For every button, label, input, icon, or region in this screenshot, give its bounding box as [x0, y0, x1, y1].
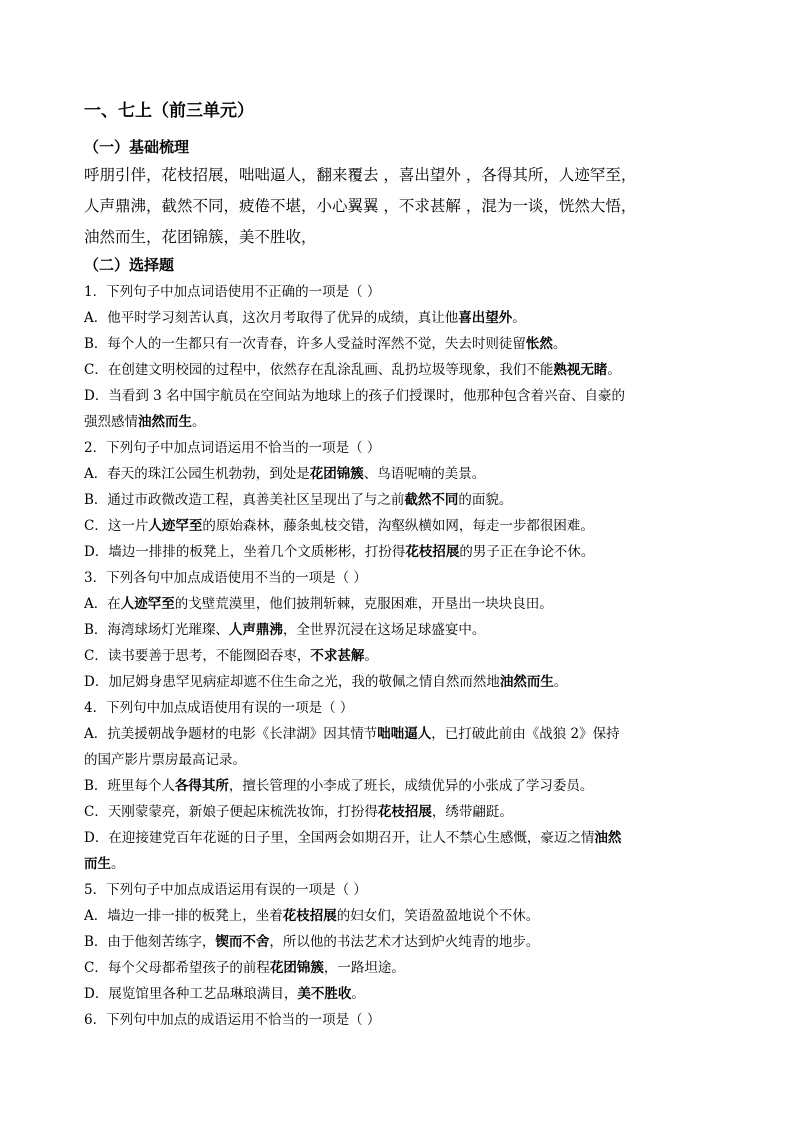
dotted-idiom: 人声鼎沸: [228, 622, 283, 638]
option-text: A．他平时学习刻苦认真，这次月考取得了优异的成绩，真让他: [84, 310, 459, 326]
option-text: 的原始森林，藤条虬枝交错，沟壑纵横如网，每走一步都很困难。: [202, 518, 594, 534]
option-text: 的国产影片票房最高记录。: [84, 752, 246, 768]
option-text: C．天刚蒙蒙亮，新娘子便起床梳洗妆饰，打扮得: [84, 804, 378, 820]
option-text: 。: [351, 986, 365, 1002]
vocab-line: 人声鼎沸，截然不同，疲倦不堪，小心翼翼 ，不求甚解 ，混为一谈，恍然大悟，: [84, 197, 637, 215]
dotted-idiom: 咄咄逼人: [377, 726, 432, 742]
option-text: 。: [512, 310, 526, 326]
question-stem: 1．下列句子中加点词语使用不正确的一项是（ ）: [84, 284, 381, 300]
dotted-idiom: 油然: [594, 830, 622, 846]
option-line: [84, 982, 712, 1002]
option-text: 、鸟语呢喃的美景。: [363, 466, 486, 482]
option-text: C．这一片: [84, 518, 149, 534]
option-text: B．海湾球场灯光璀璨、: [84, 622, 229, 638]
option-line: [84, 644, 712, 664]
option-text: ，所以他的书法艺术才达到炉火纯青的地步。: [269, 934, 540, 950]
option-text: B．班里每个人: [84, 778, 175, 794]
option-text: 的戈壁荒漠里，他们披荆斩棘，克服困难，开垦出一块块良田。: [174, 596, 553, 612]
option-text: A．春天的珠江公园生机勃勃，到处是: [84, 466, 310, 482]
dotted-idiom: 人迹罕至: [148, 518, 203, 534]
dotted-idiom: 美不胜收: [297, 986, 352, 1002]
dotted-idiom: 怅然: [525, 336, 553, 352]
option-line: [84, 410, 712, 430]
option-line: [84, 358, 712, 378]
option-text: D．墙边一排排的板凳上，坐着几个文质彬彬，打扮得: [84, 544, 406, 560]
option-text: ，已打破此前由《战狼 2》保持: [431, 726, 620, 742]
question-stem: 4．下列句中加点成语使用有误的一项是（ ）: [84, 700, 354, 716]
dotted-idiom: 人迹罕至: [120, 596, 175, 612]
question-stem: 2．下列句子中加点词语运用不恰当的一项是（ ）: [84, 440, 381, 456]
vocab-line: 油然而生，花团锦簇，美不胜收，: [84, 228, 317, 246]
option-text: ，擅长管理的小李成了班长，成绩优异的小张成了学习委员。: [228, 778, 594, 794]
dotted-idiom: 油然而生: [138, 414, 192, 430]
option-text: D．在迎接建党百年花诞的日子里，全国两会如期召开，让人不禁心生感慨，豪迈之情: [84, 830, 595, 846]
dotted-idiom: 而生: [84, 856, 111, 872]
option-text: ，一路坦途。: [323, 960, 405, 976]
dotted-idiom: 熟视无睹: [553, 362, 608, 378]
vocab-line: 呼朋引伴，花枝招展，咄咄逼人，翻来覆去 ，喜出望外 ，各得其所，人迹罕至，: [84, 166, 637, 184]
option-text: 的妇女们，笑语盈盈地说个不休。: [336, 908, 540, 924]
dotted-idiom: 各得其所: [174, 778, 229, 794]
option-text: D．加尼姆身患罕见病症却遮不住生命之光，我的敬佩之情自然而然地: [84, 674, 500, 690]
option-line: [84, 904, 712, 924]
option-text: 。: [364, 648, 378, 664]
option-text: 。: [192, 414, 206, 430]
option-line: [84, 306, 712, 326]
option-line: [84, 722, 712, 742]
option-line: [84, 488, 712, 508]
option-text: A．墙边一排一排的板凳上，坐着: [84, 908, 283, 924]
dotted-idiom: 锲而不舍: [215, 934, 270, 950]
option-line: [84, 852, 712, 872]
option-text: D．当看到 3 名中国宇航员在空间站为地球上的孩子们授课时，他那种包含着兴奋、自豪的: [84, 388, 625, 404]
option-text: 。: [552, 336, 567, 352]
option-text: D．展览馆里各种工艺品琳琅满目，: [84, 986, 298, 1002]
option-text: C．在创建文明校园的过程中，依然存在乱涂乱画、乱扔垃圾等现象，我们不能: [84, 362, 554, 378]
option-text: 强烈感情: [84, 414, 138, 430]
option-line: [84, 384, 712, 404]
option-text: 的男子正在争论不休。: [459, 544, 595, 560]
dotted-idiom: 花团锦簇: [309, 466, 364, 482]
question-stem: 6．下列句中加点的成语运用不恰当的一项是（ ）: [84, 1012, 381, 1028]
option-line: [84, 826, 712, 846]
option-text: 的面貌。: [458, 492, 513, 508]
option-line: [84, 930, 712, 950]
dotted-idiom: 喜出望外: [458, 310, 513, 326]
dotted-idiom: 油然而生: [499, 674, 554, 690]
option-line: [84, 956, 712, 976]
option-text: 。: [607, 362, 621, 378]
dotted-idiom: 花枝招展: [405, 544, 460, 560]
section-title: 一、七上（前三单元）: [84, 101, 254, 121]
option-text: ，绣带翩跹。: [431, 804, 513, 820]
option-line: [84, 514, 712, 534]
option-line: [84, 670, 712, 690]
part2-heading: （二）选择题: [84, 256, 175, 274]
option-text: A．在: [84, 596, 121, 612]
option-text: B．由于他刻苦练字，: [84, 934, 216, 950]
option-line: [84, 748, 712, 768]
option-line: [84, 462, 712, 482]
option-text: A．抗美援朝战争题材的电影《长津湖》因其情节: [84, 726, 378, 742]
option-text: C．每个父母都希望孩子的前程: [84, 960, 270, 976]
option-text: ，全世界沉浸在这场足球盛宴中。: [282, 622, 486, 638]
part1-heading: （一）基础梳理: [84, 138, 190, 156]
option-text: B．通过市政微改造工程，真善美社区呈现出了与之前: [84, 492, 405, 508]
dotted-idiom: 不求甚解: [310, 648, 365, 664]
dotted-idiom: 截然不同: [404, 492, 459, 508]
dotted-idiom: 花团锦簇: [269, 960, 324, 976]
question-stem: 3．下列各句中加点成语使用不当的一项是（ ）: [84, 570, 367, 586]
option-line: [84, 800, 712, 820]
option-text: 。: [553, 674, 568, 690]
option-text: B．每个人的一生都只有一次青春，许多人受益时浑然不觉，失去时则徒留: [84, 336, 526, 352]
option-line: [84, 592, 712, 612]
option-line: [84, 332, 712, 352]
option-text: 。: [111, 856, 125, 872]
dotted-idiom: 花枝招展: [282, 908, 337, 924]
question-stem: 5．下列句子中加点成语运用有误的一项是（ ）: [84, 882, 367, 898]
option-line: [84, 774, 712, 794]
option-line: [84, 618, 712, 638]
option-text: C．读书要善于思考，不能囫囵吞枣，: [84, 648, 311, 664]
option-line: [84, 540, 712, 560]
dotted-idiom: 花枝招展: [377, 804, 432, 820]
